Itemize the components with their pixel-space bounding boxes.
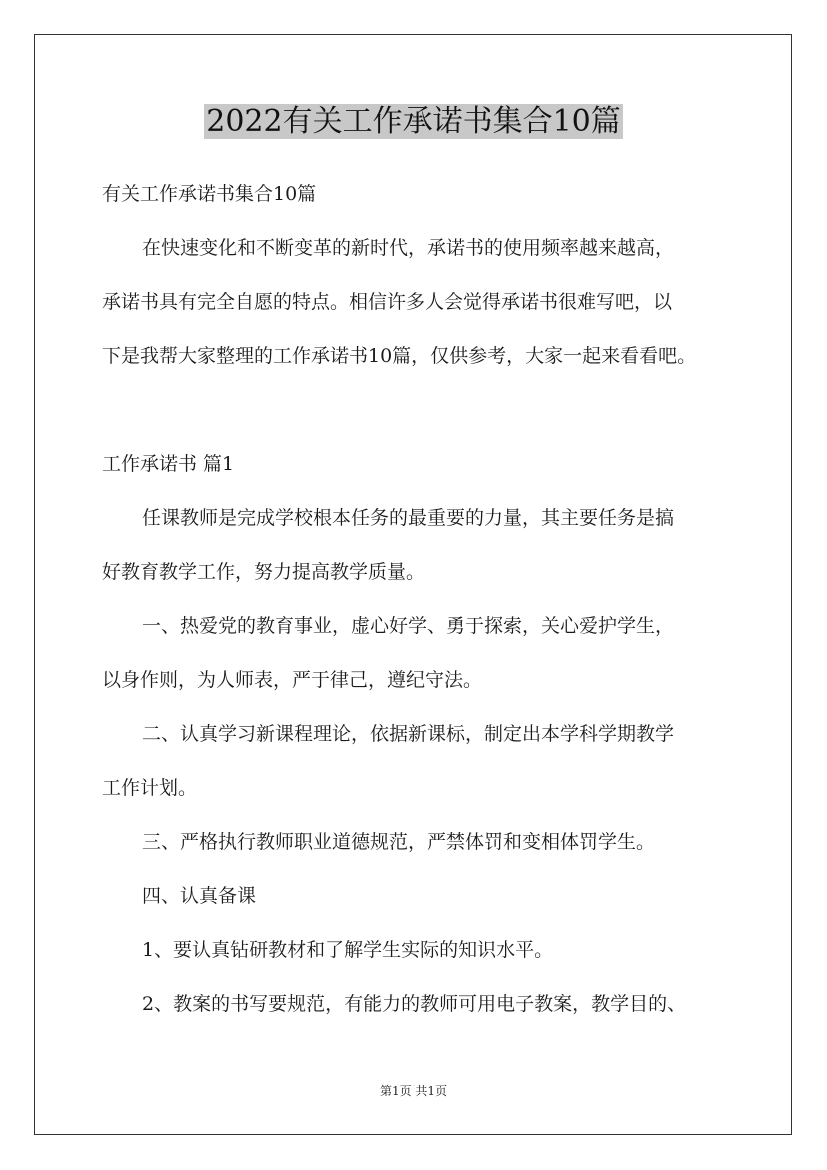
subtitle: 有关工作承诺书集合10篇 [102, 183, 317, 205]
body-line-4: 以身作则，为人师表，严于律己，遵纪守法。 [102, 669, 483, 691]
body-line-3: 一、热爱党的教育事业，虚心好学、勇于探索，关心爱护学生， [142, 615, 675, 637]
body-line-5: 二、认真学习新课程理论，依据新课标，制定出本学科学期教学 [142, 723, 675, 745]
intro-line-2: 承诺书具有完全自愿的特点。相信许多人会觉得承诺书很难写吧，以 [102, 291, 673, 313]
body-line-2: 好教育教学工作，努力提高教学质量。 [102, 561, 426, 583]
body-line-7: 三、严格执行教师职业道德规范，严禁体罚和变相体罚学生。 [142, 831, 656, 853]
body-line-1: 任课教师是完成学校根本任务的最重要的力量，其主要任务是搞 [142, 507, 675, 529]
intro-line-3: 下是我帮大家整理的工作承诺书10篇，仅供参考，大家一起来看看吧。 [102, 345, 697, 367]
body-line-10: 2、教案的书写要规范，有能力的教师可用电子教案，教学目的、 [142, 993, 687, 1015]
page-footer: 第1页 共1页 [379, 1084, 448, 1098]
document-title: 2022有关工作承诺书集合10篇 [206, 104, 621, 139]
body-line-8: 四、认真备课 [142, 885, 257, 907]
intro-line-1: 在快速变化和不断变革的新时代，承诺书的使用频率越来越高， [142, 237, 675, 259]
body-line-9: 1、要认真钻研教材和了解学生实际的知识水平。 [142, 939, 554, 961]
section-heading: 工作承诺书 篇1 [102, 453, 235, 475]
body-line-6: 工作计划。 [102, 777, 198, 799]
